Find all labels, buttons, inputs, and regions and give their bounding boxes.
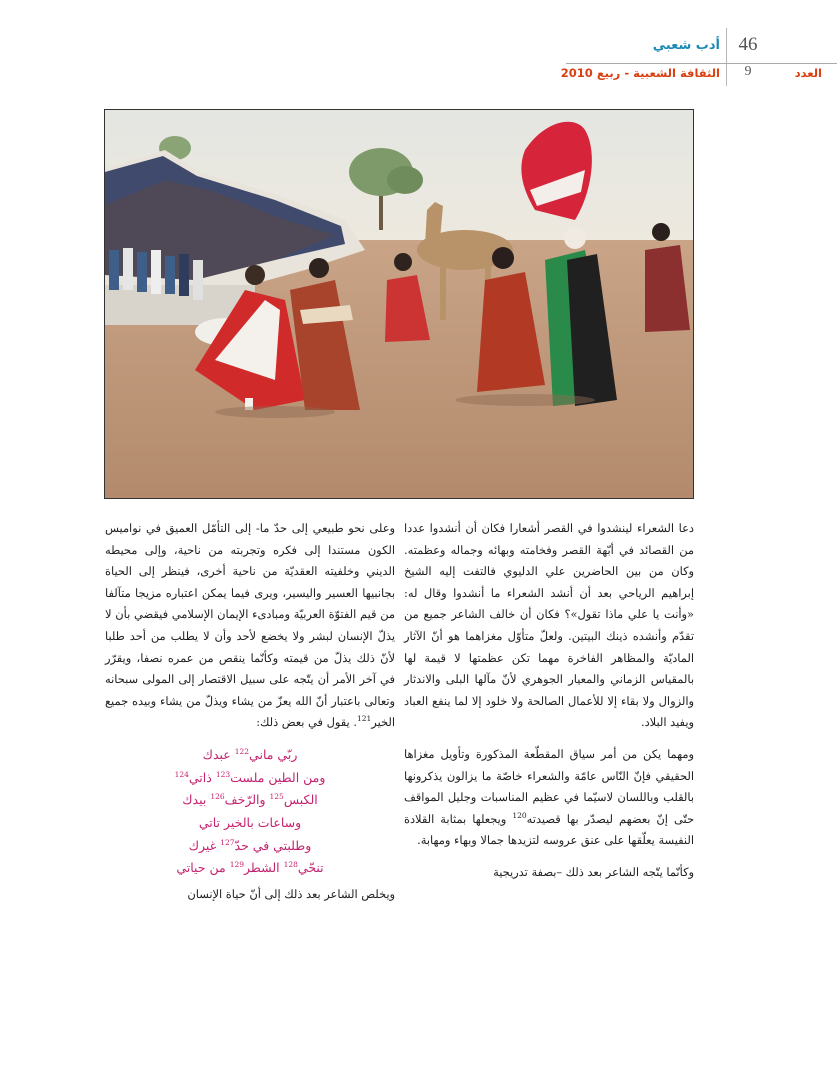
shadow (455, 394, 595, 406)
paragraph-text: . يقول في بعض ذلك: (256, 715, 357, 730)
poem-text: الشطر (244, 860, 284, 876)
poem-line (105, 789, 395, 812)
poem-text: تنحّي (297, 860, 324, 876)
paragraph: ويخلص الشاعر بعد ذلك إلى أنّ حياة الإنسان (187, 887, 395, 902)
issue-separator: - (624, 66, 630, 80)
photo-illustration (105, 110, 693, 498)
poem-line: وساعات بالخير تاتي (198, 815, 302, 831)
footnote-ref: 124 (174, 769, 189, 779)
poem-text: بيدك (182, 792, 211, 808)
poem-text: ومن الطين ملست (230, 769, 326, 785)
footnote-ref: 122 (234, 746, 250, 756)
magazine-name: الثقافة الشعبية (633, 66, 720, 80)
poem-line (105, 857, 395, 880)
poem-text: الكبس (283, 792, 318, 808)
poem-text: ذاتي (188, 769, 216, 785)
paragraph-text: ويجعلها بمثابة القلادة النفيسة يعلّقها على عنق عروسه لتزيدها جمالا وبهاء ومهابة. (404, 811, 694, 848)
footnote-ref: 121 (356, 714, 372, 724)
paragraph-text: ومهما يكن من أمر سياق المقطّعة المذكورة وتأويل مغزاها الحقيقي فإنّ النّاس عامّة والشعراء خاصّة ما يزالون يذكرونها بالقلب وباللسان لاسيّما في عظيم المناسبات وجليل المواقف حتّى إنّ بعضهم ليصدّر بها قصيدته (404, 746, 694, 826)
footnote-ref: 126 (210, 792, 225, 802)
header-divider (726, 28, 727, 86)
poem (105, 744, 395, 880)
footnote-ref: 120 (512, 810, 527, 820)
page-number: 46 (738, 34, 758, 55)
header-rule (566, 63, 837, 64)
poem-text: وطلبتي في حدّ (234, 837, 312, 853)
footnote-ref: 128 (283, 860, 298, 870)
footnote-ref: 127 (220, 837, 235, 847)
footnote-ref: 125 (269, 792, 284, 802)
section-title: أدب شعبي (652, 38, 720, 53)
issue-number: 9 (744, 64, 752, 79)
left-column (105, 518, 395, 906)
paragraph-text: وعلى نحو طبيعي إلى حدّ ما- إلى التأمّل العميق في نواميس الكون مستندا إلى فكره وتجربته من ناحية، وإلى محيطه الديني وخلفيته العقديّة من ناحية أخرى، فينظر إلى الحياة بجانبيها العسير واليسير، ويرى فيما يمكن اعتباره مزيجا متآلفا من قيم الفتوّة العربيّة ومبادىء الإيمان الإسلامي فيقضي بأن لا يذلّ الإنسان لبشر ولا يخضع لأحد وأن لا يطلب من أحد طلبا لأنّ ذلك يذلّ من قيمته وكأنّما ينقص من عمره نصفا، ويقرّر في آخر الأمر أن يتّجه على سبيل الاقتصار إلى المولى سبحانه وتعالى باعتبار أنّ الله يعزّ من يشاء ويذلّ من يشاء وبيده جميع الخير (105, 521, 395, 730)
poem-text: غيرك (188, 837, 221, 853)
poem-text: من حياتي (176, 860, 230, 876)
issue-info (560, 66, 720, 80)
paragraph (404, 744, 694, 852)
shadow (215, 406, 335, 418)
poem-text: عبدك (202, 746, 235, 762)
paragraph: دعا الشعراء لينشدوا في القصر أشعارا فكان أن أنشدوا عددا من القصائد في أبّهة القصر وفخامته وبهائه وجماله وعظمته. وكان من بين الحاضرين علي الدليوي فالتفت إليه الشيخ إبراهيم الرياحي بعد أن أنشد الشعراء ما أنشدوا وقال له: «وأنت يا علي ماذا تقول»؟ فكان أن خالف الشاعر جميع من تقدّم وأنشده ذينك البيتين. ولعلّ متأوّل مغزاهما هو أنّ الآثار الماديّة والمظاهر الفاخرة مهما تكن عظمتها لا قيمة لها بالمقياس الزماني والمعيار الجوهري لأنّ مآلها البلى والاندثار والزوال ولا بقاء إلا للأعمال الصالحة ولا خلود إلا لما ينفع العباد ويفيد البلاد. (404, 521, 694, 730)
footnote-ref: 123 (215, 769, 231, 779)
poem-line (105, 744, 395, 767)
footnote-ref: 129 (229, 860, 245, 870)
poem-text: والرّخف (224, 792, 270, 808)
folk-dance-photo (105, 110, 693, 498)
paragraph: وكأنّما يتّجه الشاعر بعد ذلك –بصفة تدريجية (493, 864, 694, 879)
poem-line (105, 835, 395, 858)
poem-line (105, 767, 395, 790)
poem-text: ربّي ماني (249, 746, 298, 762)
issue-season: ربيع 2010 (560, 66, 621, 80)
right-column (404, 518, 694, 884)
paragraph (105, 518, 395, 734)
issue-label: العدد (794, 66, 822, 80)
